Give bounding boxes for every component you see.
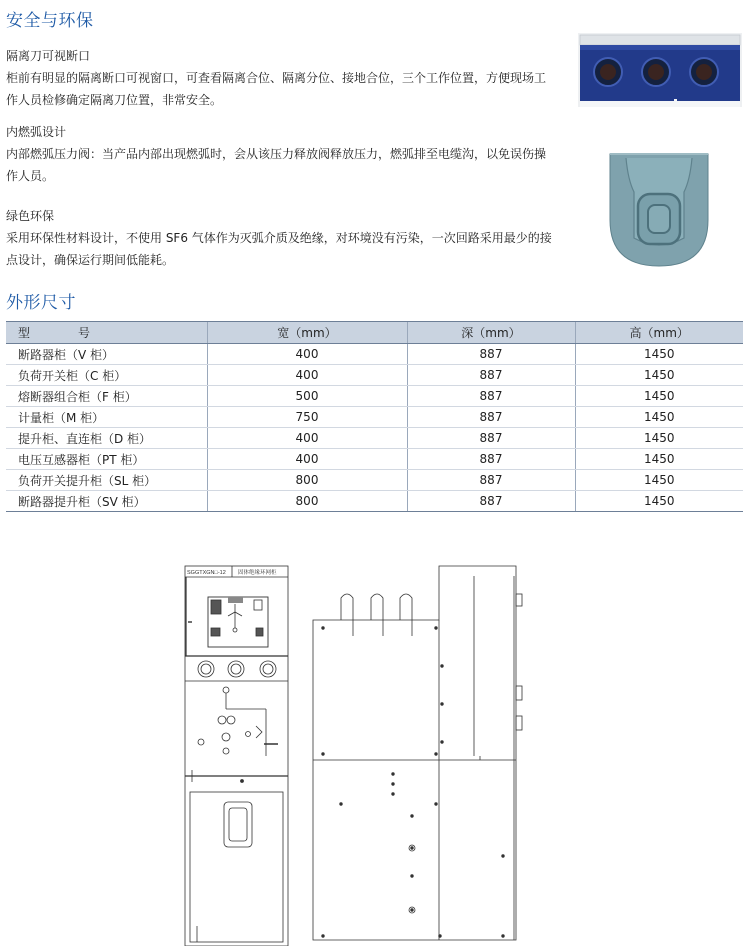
cabinet-drawing: [178, 556, 550, 946]
cell-height: 1450: [575, 428, 743, 449]
cell-model: 负荷开关柜（C 柜）: [6, 365, 207, 386]
side-view-outline: [313, 566, 516, 940]
cell-width: 400: [207, 428, 407, 449]
cell-depth: 887: [407, 428, 575, 449]
cell-depth: 887: [407, 491, 575, 512]
front-view-outline: [185, 566, 288, 946]
model-label: SGGTXGN□-12: [187, 570, 226, 576]
section-title-safety: 安全与环保: [6, 11, 94, 31]
feature-description: 柜前有明显的隔离断口可视窗口，可查看隔离合位、隔离分位、接地合位，三个工作位置，方便现场工作人员检修确定隔离刀位置，非常安全。: [6, 71, 547, 107]
cell-depth: 887: [407, 449, 575, 470]
cell-depth: 887: [407, 386, 575, 407]
cell-model: 电压互感器柜（PT 柜）: [6, 449, 207, 470]
header-model: 型 号: [6, 322, 207, 344]
cell-height: 1450: [575, 470, 743, 491]
header-depth: 深（mm）: [407, 322, 575, 344]
table-row: [6, 386, 743, 407]
cell-height: 1450: [575, 491, 743, 512]
table-row: [6, 470, 743, 491]
table-row: [6, 428, 743, 449]
cell-height: 1450: [575, 386, 743, 407]
cell-width: 800: [207, 491, 407, 512]
table-row: [6, 344, 743, 365]
cell-width: 400: [207, 449, 407, 470]
cell-height: 1450: [575, 407, 743, 428]
feature-description: 内部燃弧压力阀：当产品内部出现燃弧时，会从该压力释放阀释放压力，燃弧排至电缆沟，以免误伤操作人员。: [6, 147, 547, 183]
cell-width: 500: [207, 386, 407, 407]
dimensions-table: [6, 321, 743, 512]
cell-depth: 887: [407, 407, 575, 428]
header-width: 宽（mm）: [207, 322, 407, 344]
feature-visible-break: [6, 45, 554, 111]
cell-model: 熔断器组合柜（F 柜）: [6, 386, 207, 407]
cell-width: 800: [207, 470, 407, 491]
feature-description: 采用环保性材料设计，不使用 SF6 气体作为灭弧介质及绝缘，对环境没有污染，一次回路采用最少的接点设计，确保运行期间低能耗。: [6, 231, 552, 267]
cell-height: 1450: [575, 449, 743, 470]
cabinet-name-label: 固体绝缘环网柜: [238, 570, 277, 576]
cell-model: 负荷开关提升柜（SL 柜）: [6, 470, 207, 491]
cell-depth: 887: [407, 470, 575, 491]
table-header-row: [6, 322, 743, 344]
section-title-dimensions: 外形尺寸: [6, 293, 76, 313]
cell-model: 计量柜（M 柜）: [6, 407, 207, 428]
cell-depth: 887: [407, 344, 575, 365]
cell-width: 750: [207, 407, 407, 428]
header-height: 高（mm）: [575, 322, 743, 344]
feature-green: [6, 205, 554, 271]
pressure-valve-photo: [604, 150, 714, 270]
cell-width: 400: [207, 344, 407, 365]
cell-model: 断路器柜（V 柜）: [6, 344, 207, 365]
feature-heading: 内燃弧设计: [6, 125, 67, 139]
feature-heading: 绿色环保: [6, 209, 55, 223]
cell-height: 1450: [575, 365, 743, 386]
table-row: [6, 449, 743, 470]
feature-heading: 隔离刀可视断口: [6, 49, 91, 63]
cell-depth: 887: [407, 365, 575, 386]
cell-model: 提升柜、直连柜（D 柜）: [6, 428, 207, 449]
table-row: [6, 491, 743, 512]
isolation-window-photo: [578, 33, 742, 107]
cell-model: 断路器提升柜（SV 柜）: [6, 491, 207, 512]
table-row: [6, 365, 743, 386]
cell-height: 1450: [575, 344, 743, 365]
feature-arc-design: [6, 121, 554, 187]
table-row: [6, 407, 743, 428]
cell-width: 400: [207, 365, 407, 386]
